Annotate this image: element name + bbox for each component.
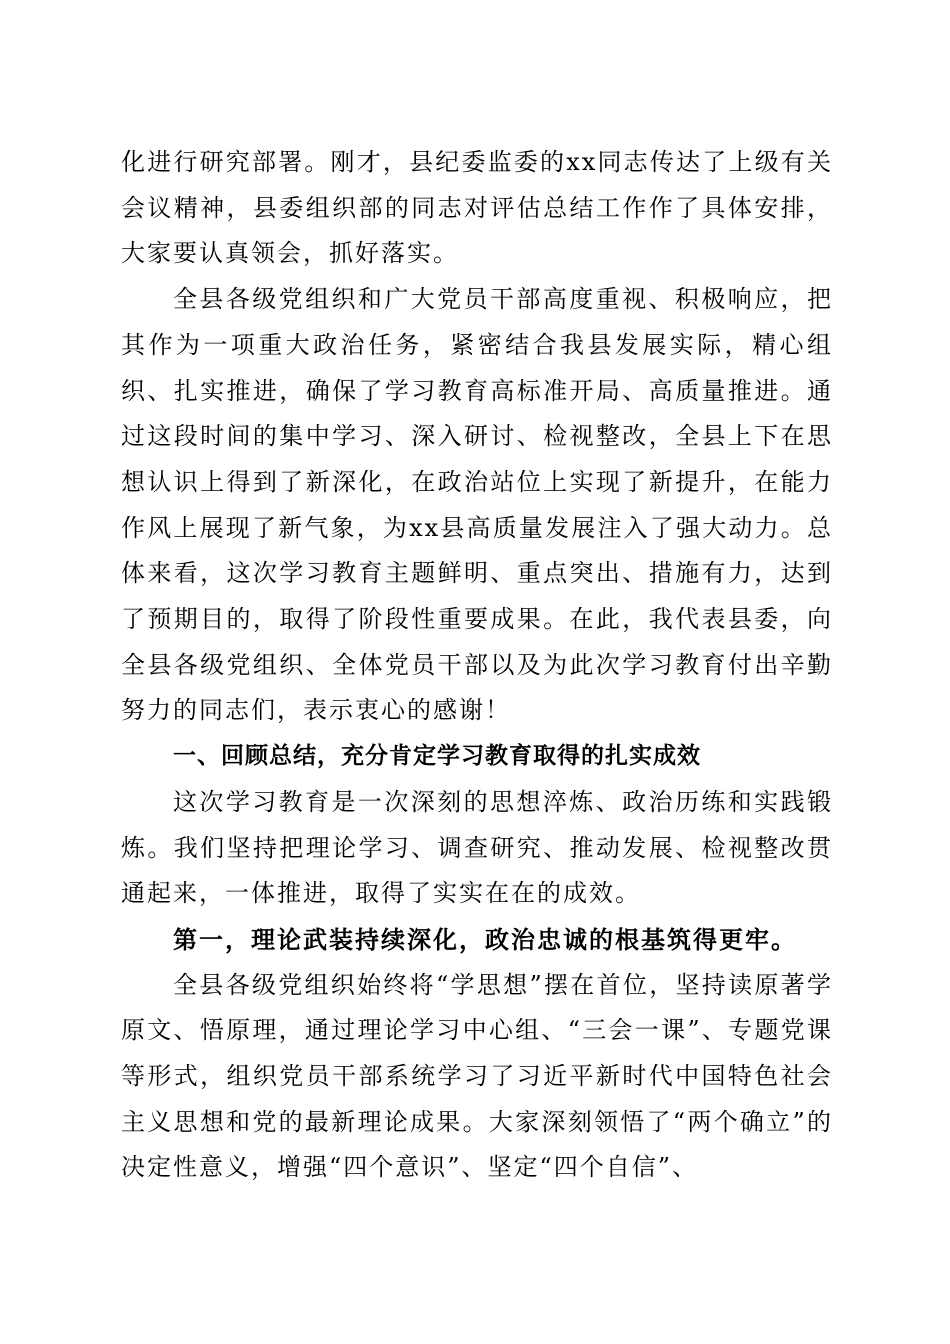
document-body	[121, 140, 833, 1191]
paragraph-overview: 全县各级党组织和广大党员干部高度重视、积极响应，把其作为一项重大政治任务，紧密结合我县发展实际，精心组织、扎实推进，确保了学习教育高标准开局、高质量推进。通过这段时间的集中学习、深入研讨、检视整改，全县上下在思想认识上得到了新深化，在政治站位上实现了新提升，在能力作风上展现了新气象，为xx县高质量发展注入了强大动力。总体来看，这次学习教育主题鲜明、重点突出、措施有力，达到了预期目的，取得了阶段性重要成果。在此，我代表县委，向全县各级党组织、全体党员干部以及为此次学习教育付出辛勤努力的同志们，表示衷心的感谢！	[121, 285, 833, 725]
paragraph-section-intro: 这次学习教育是一次深刻的思想淬炼、政治历练和实践锻炼。我们坚持把理论学习、调查研究、推动发展、检视整改贯通起来，一体推进，取得了实实在在的成效。	[121, 787, 833, 908]
paragraph-theory-study: 全县各级党组织始终将“学思想”摆在首位，坚持读原著学原文、悟原理，通过理论学习中心组、“三会一课”、专题党课等形式，组织党员干部系统学习了习近平新时代中国特色社会主义思想和党的最新理论成果。大家深刻领悟了“两个确立”的决定性意义，增强“四个意识”、坚定“四个自信”、	[121, 970, 833, 1182]
paragraph-continuation: 化进行研究部署。刚才，县纪委监委的xx同志传达了上级有关会议精神，县委组织部的同志对评估总结工作作了具体安排，大家要认真领会，抓好落实。	[121, 148, 833, 268]
subheading-first: 第一，理论武装持续深化，政治忠诚的根基筑得更牢。	[173, 924, 797, 954]
section-heading-1: 一、回顾总结，充分肯定学习教育取得的扎实成效	[173, 743, 701, 770]
